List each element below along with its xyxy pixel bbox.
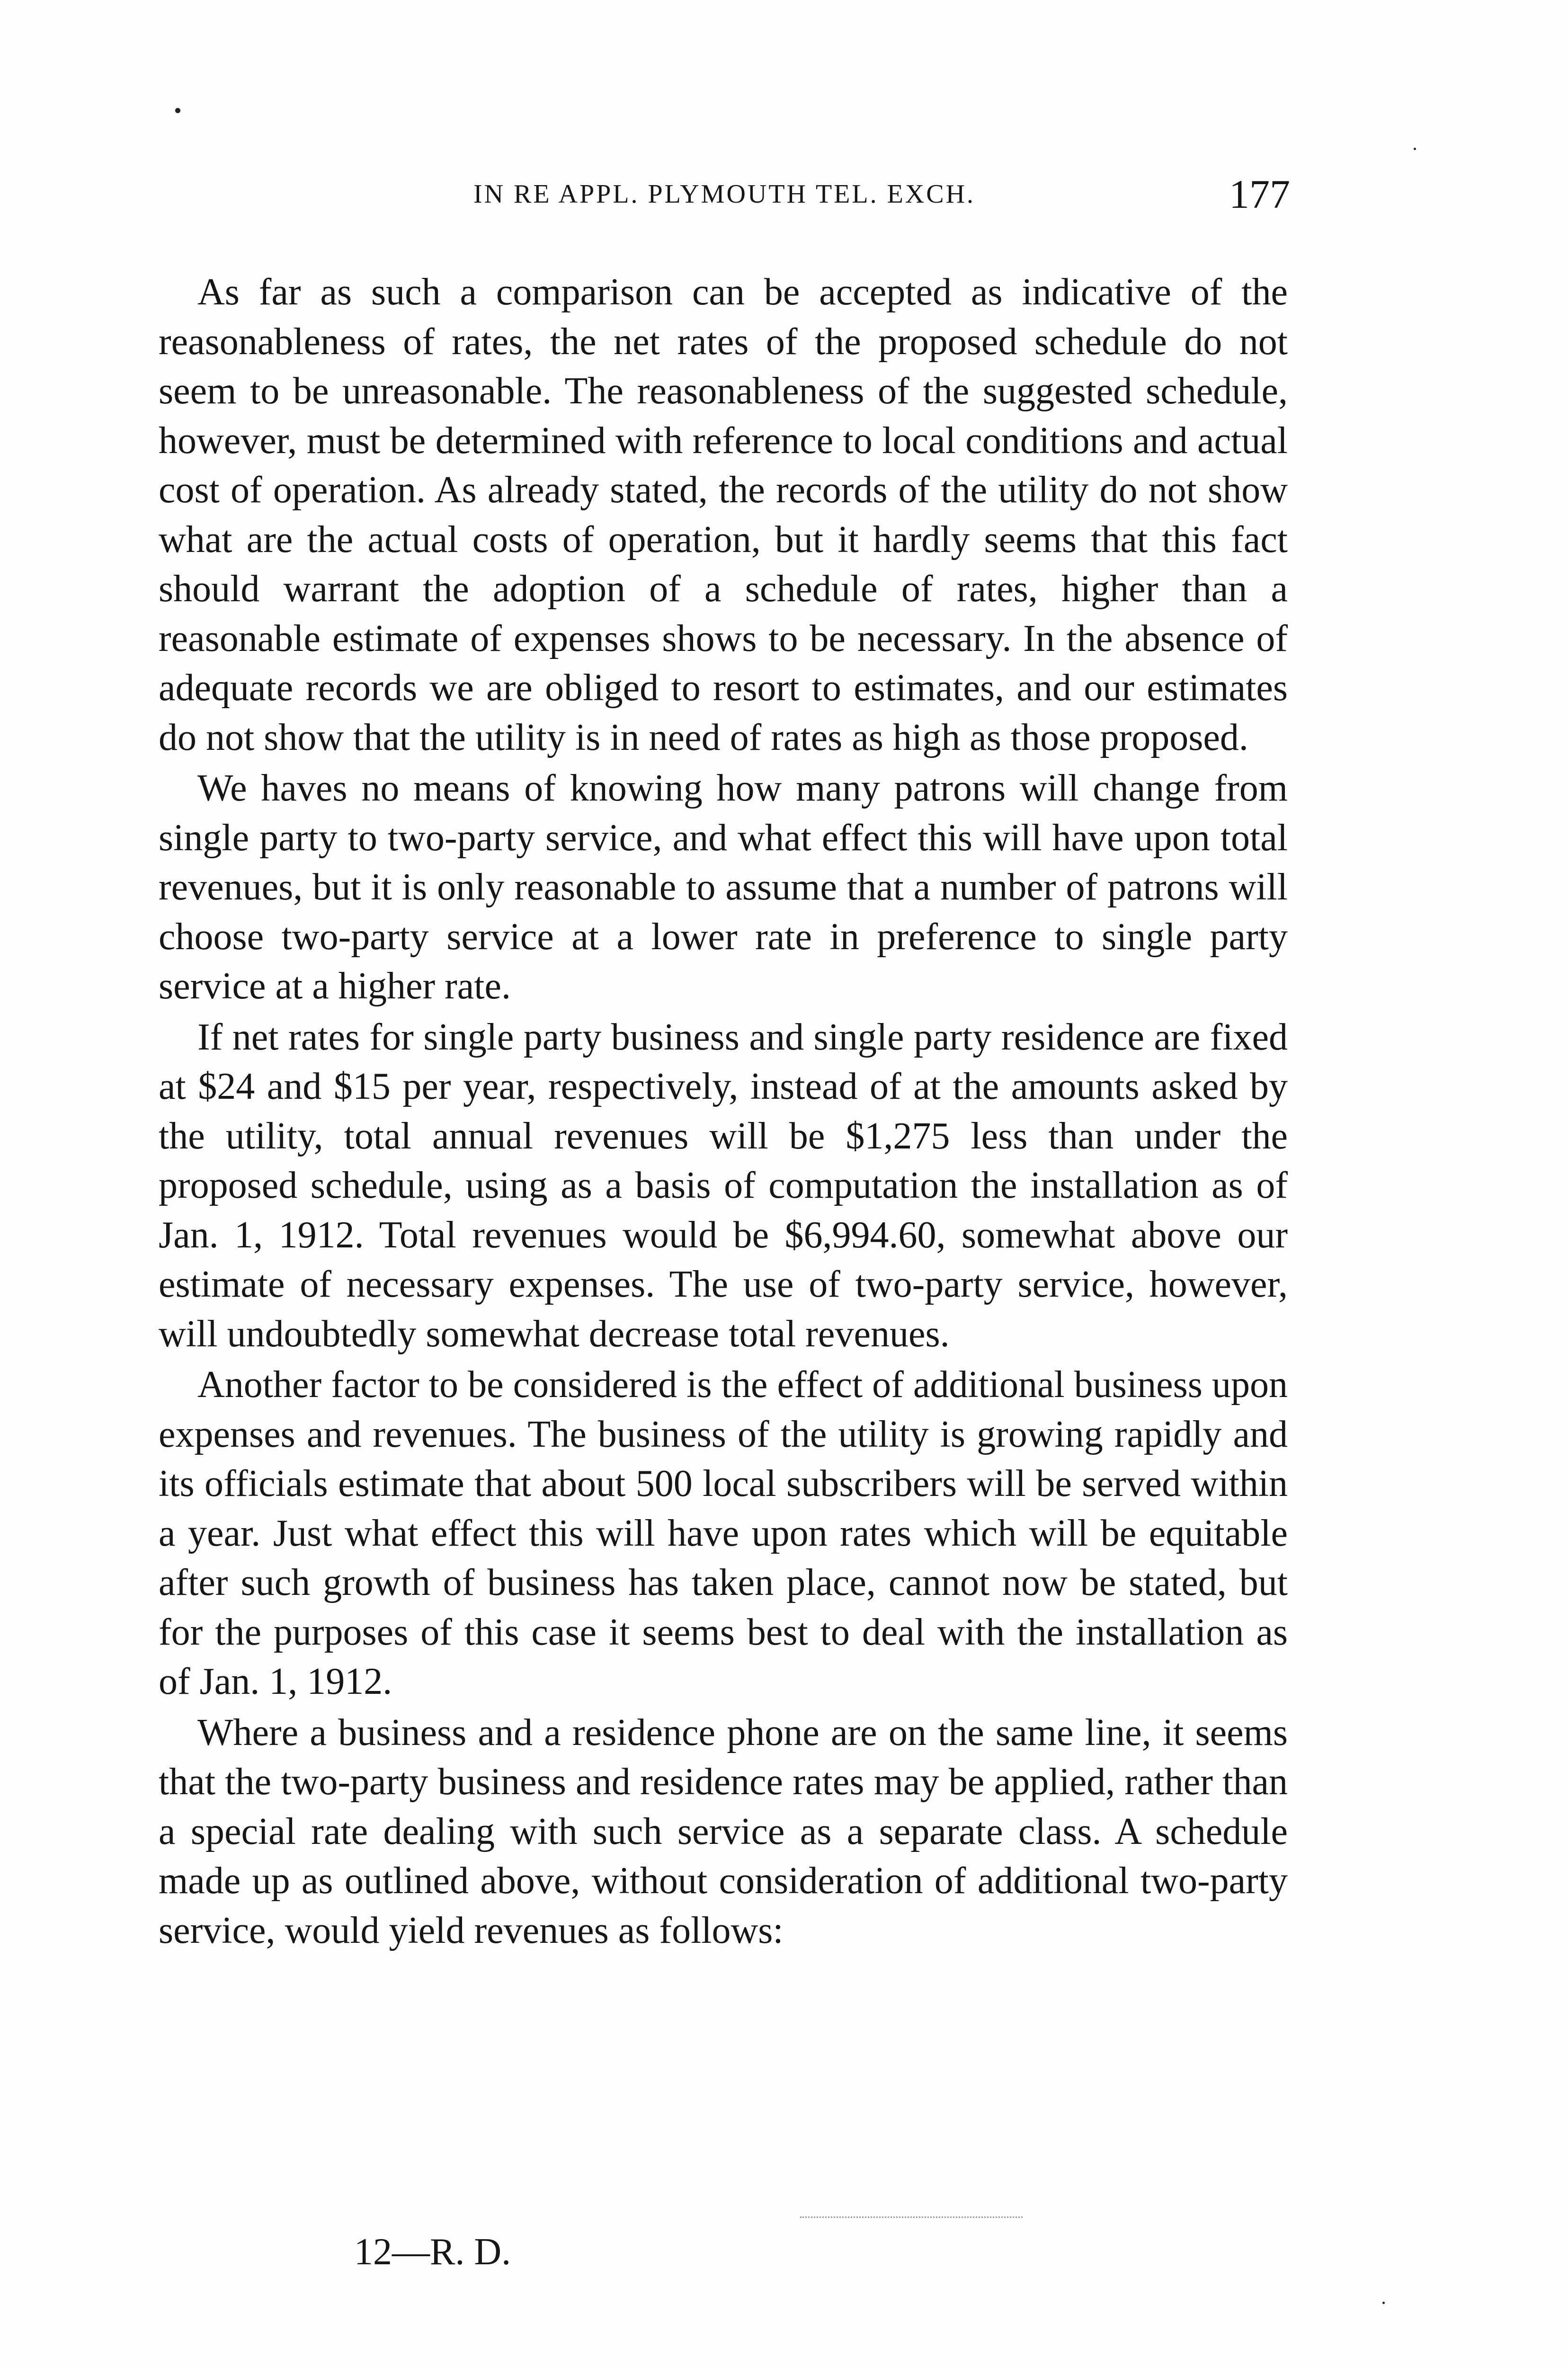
paragraph: Where a business and a residence phone are on the same line, it seems that the two-party business and residence rates may be applied, rather than a special rate dealing with such service as a separate class. A schedule made up as outlined above, without consideration of additional two-party service, would yield revenues as follows: xyxy=(159,1711,1288,1951)
paragraph: As far as such a comparison can be accepted as indicative of the reasonableness of rates, the net rates of the proposed schedule do not seem to be unreasonable. The reasonableness of the suggested schedule, however, must be determined with reference to local conditions and actual cost of operation. As already stated, the records of the utility do not show what are the actual costs of operation, but it hardly seems that this fact should warrant the adoption of a schedule of rates, higher than a reasonable estimate of expenses shows to be necessary. In the absence of adequate records we are obliged to resort to estimates, and our estimates do not show that the utility is in need of rates as high as those proposed. xyxy=(159,271,1288,758)
paragraph: We haves no means of knowing how many patrons will change from single party to two-party service, and what effect this will have upon total revenues, but it is only reasonable to assume that a number of patrons will choose two-party service at a lower rate in preference to single party service at a higher rate. xyxy=(159,767,1288,1007)
paragraph: If net rates for single party business and single party residence are fixed at $24 and $15 per year, respectively, instead of at the amounts asked by the utility, total annual revenues will be $1,275 less than under the proposed schedule, using as a basis of computation the installation as of Jan. 1, 1912. Total revenues would be $6,994.60, somewhat above our estimate of necessary expenses. The use of two-party service, however, will undoubtedly somewhat decrease total revenues. xyxy=(159,1016,1288,1355)
running-header xyxy=(159,171,1290,219)
paragraph: Another factor to be considered is the effect of additional business upon expenses and revenues. The business of the utility is growing rapidly and its officials estimate that about 500 local subscribers will be served within a year. Just what effect this will have upon rates which will be equitable after such growth of business has taken place, cannot now be stated, but for the purposes of this case it seems best to deal with the installation as of Jan. 1, 1912. xyxy=(159,1364,1288,1702)
ink-speck xyxy=(1414,148,1416,150)
faint-rule xyxy=(800,2216,1023,2218)
signature-mark: 12—R. D. xyxy=(354,2231,511,2273)
running-title: IN RE APPL. PLYMOUTH TEL. EXCH. xyxy=(473,179,976,209)
ink-speck xyxy=(1382,2302,1385,2304)
body-text xyxy=(159,267,1288,1955)
ink-speck xyxy=(175,108,180,113)
page-number: 177 xyxy=(1229,171,1290,217)
